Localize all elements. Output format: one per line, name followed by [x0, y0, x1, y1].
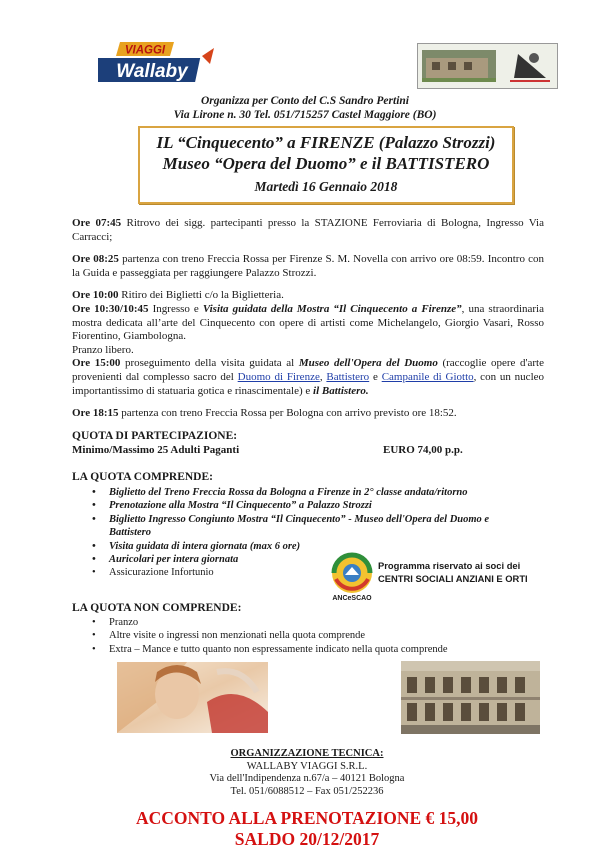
- entry-time: Ore 08:25: [72, 253, 119, 266]
- company-address: Via dell'Indipendenza n.67/a – 40121 Bologna: [209, 773, 405, 785]
- entry-time: Ore 07:45: [72, 217, 122, 229]
- company-contacts: Tel. 051/6088512 – Fax 051/252236: [230, 785, 384, 797]
- link-battistero[interactable]: Battistero: [326, 370, 370, 383]
- painting-icon: [117, 662, 268, 733]
- entry-text: Ingresso e: [148, 302, 203, 315]
- deposit-note: ACCONTO ALLA PRENOTAZIONE € 15,00: [135, 808, 479, 828]
- event-date: Martedì 16 Gennaio 2018: [254, 179, 398, 194]
- building-photo-icon: [418, 44, 557, 88]
- building-icon: [401, 661, 540, 734]
- list-item: • Biglietto del Treno Freccia Rossa da Bologna a Firenze in 2° classe andata/ritorno: [90, 486, 510, 499]
- entry-text: e: [369, 370, 382, 383]
- list-item: • Assicurazione Infortunio: [90, 566, 510, 579]
- quota-price: EURO 74,00 p.p.: [383, 444, 463, 456]
- reserved-line-2: CENTRI SOCIALI ANZIANI E ORTI: [378, 572, 528, 584]
- itinerary: [72, 217, 544, 430]
- non-comprende-list: [90, 616, 520, 656]
- itinerary-entry: [72, 357, 544, 398]
- palazzo-facade-image: [401, 661, 540, 734]
- reserved-line-1: Programma riservato ai soci dei: [378, 560, 521, 571]
- list-item: • Extra – Mance e tutto quanto non espressamente indicato nella quota comprende: [90, 643, 520, 656]
- quota-min-max: Minimo/Massimo 25 Adulti Paganti: [72, 444, 240, 456]
- balance-due-note: SALDO 20/12/2017: [234, 829, 380, 849]
- title-line-2: Museo “Opera del Duomo” e il BATTISTERO: [162, 154, 490, 173]
- entry-time: Ore 15:00: [72, 357, 121, 370]
- entry-text: partenza con treno Freccia Rossa per Bologna con arrivo previsto ore 18:52.: [118, 407, 457, 420]
- organizzazione-tecnica: [200, 748, 414, 798]
- museum-name: Museo dell'Opera del Duomo: [298, 357, 438, 370]
- itinerary-entry: [72, 407, 544, 421]
- entry-text: partenza con treno Freccia Rossa per Firenze S. M. Novella con arrivo ore 08:59. Incontro con la Guida e passeggiata per raggiungere Palazzo Strozzi.: [72, 253, 544, 279]
- exhibition-name: Visita guidata della Mostra “Il Cinquecento a Firenze”: [202, 302, 462, 315]
- logo-top-text: VIAGGI: [124, 44, 166, 57]
- link-duomo[interactable]: Duomo di Firenze: [237, 370, 320, 383]
- entry-time: Ore 18:15: [72, 407, 119, 420]
- renaissance-painting-image: [117, 662, 268, 733]
- battistero-name: il Battistero.: [313, 384, 369, 397]
- centro-sociale-logo: [417, 43, 558, 89]
- logo-main-text: Wallaby: [116, 61, 188, 82]
- itinerary-entry: [72, 289, 544, 303]
- entry-text: ,: [319, 370, 327, 383]
- company-name: WALLABY VIAGGI S.R.L.: [246, 760, 368, 772]
- non-comprende-heading: LA QUOTA NON COMPRENDE:: [72, 602, 242, 614]
- organizer-info: [150, 94, 460, 122]
- ancescao-label: ANCeSCAO: [332, 595, 372, 602]
- link-campanile[interactable]: Campanile di Giotto: [381, 370, 474, 383]
- list-item: • Altre visite o ingressi non menzionati nella quota comprende: [90, 629, 520, 642]
- entry-text: , con un nucleo importantissimo di statuaria gotica e rinascimentale) e: [72, 370, 545, 397]
- entry-text: proseguimento della visita guidata al: [120, 357, 299, 370]
- entry-time: Ore 10:30/10:45: [72, 302, 149, 315]
- entry-text: (raccoglie opere d'arte provenienti dal complesso sacro del: [72, 357, 544, 383]
- wallaby-viaggi-logo: [98, 40, 216, 86]
- itinerary-entry: [72, 253, 544, 280]
- organizer-address: Via Lirone n. 30 Tel. 051/715257 Castel Maggiore (BO): [173, 109, 437, 121]
- list-item: • Biglietto Ingresso Congiunto Mostra “Il Cinquecento” - Museo dell'Opera del Duomo e Battistero: [90, 513, 510, 540]
- list-item: • Prenotazione alla Mostra “Il Cinquecento” a Palazzo Strozzi: [90, 499, 510, 512]
- title-line-1: IL “Cinquecento” a FIRENZE (Palazzo Strozzi): [156, 133, 496, 152]
- comprende-heading: LA QUOTA COMPRENDE:: [72, 471, 213, 483]
- org-tec-heading: ORGANIZZAZIONE TECNICA:: [230, 748, 384, 759]
- entry-text: Ritrovo dei sigg. partecipanti presso la STAZIONE Ferroviaria di Bologna, Ingresso Via Carracci;: [72, 217, 544, 243]
- list-item: • Auricolari per intera giornata: [90, 553, 510, 566]
- reserved-program-note: [378, 560, 528, 585]
- entry-text: Ritiro dei Biglietti c/o la Biglietteria.: [118, 289, 284, 302]
- organizer-line: Organizza per Conto del C.S Sandro Pertini: [200, 95, 409, 107]
- list-item: • Pranzo: [90, 616, 520, 629]
- itinerary-entry: [72, 217, 544, 244]
- list-item: • Visita guidata di intera giornata (max 6 ore): [90, 540, 510, 553]
- lunch-note: Pranzo libero.: [72, 343, 134, 356]
- ancescao-logo-icon: [330, 551, 374, 595]
- entry-time: Ore 10:00: [72, 289, 119, 302]
- quota-heading: QUOTA DI PARTECIPAZIONE:: [72, 430, 238, 442]
- itinerary-entry: [72, 303, 544, 344]
- entry-text: , una straordinaria mostra dedicata all’arte del Cinquecento con opere di artisti come Michelangelo, Giorgio Vasari, Rosso Fiorentino, Giambologna.: [72, 302, 544, 343]
- title-box: [138, 126, 514, 204]
